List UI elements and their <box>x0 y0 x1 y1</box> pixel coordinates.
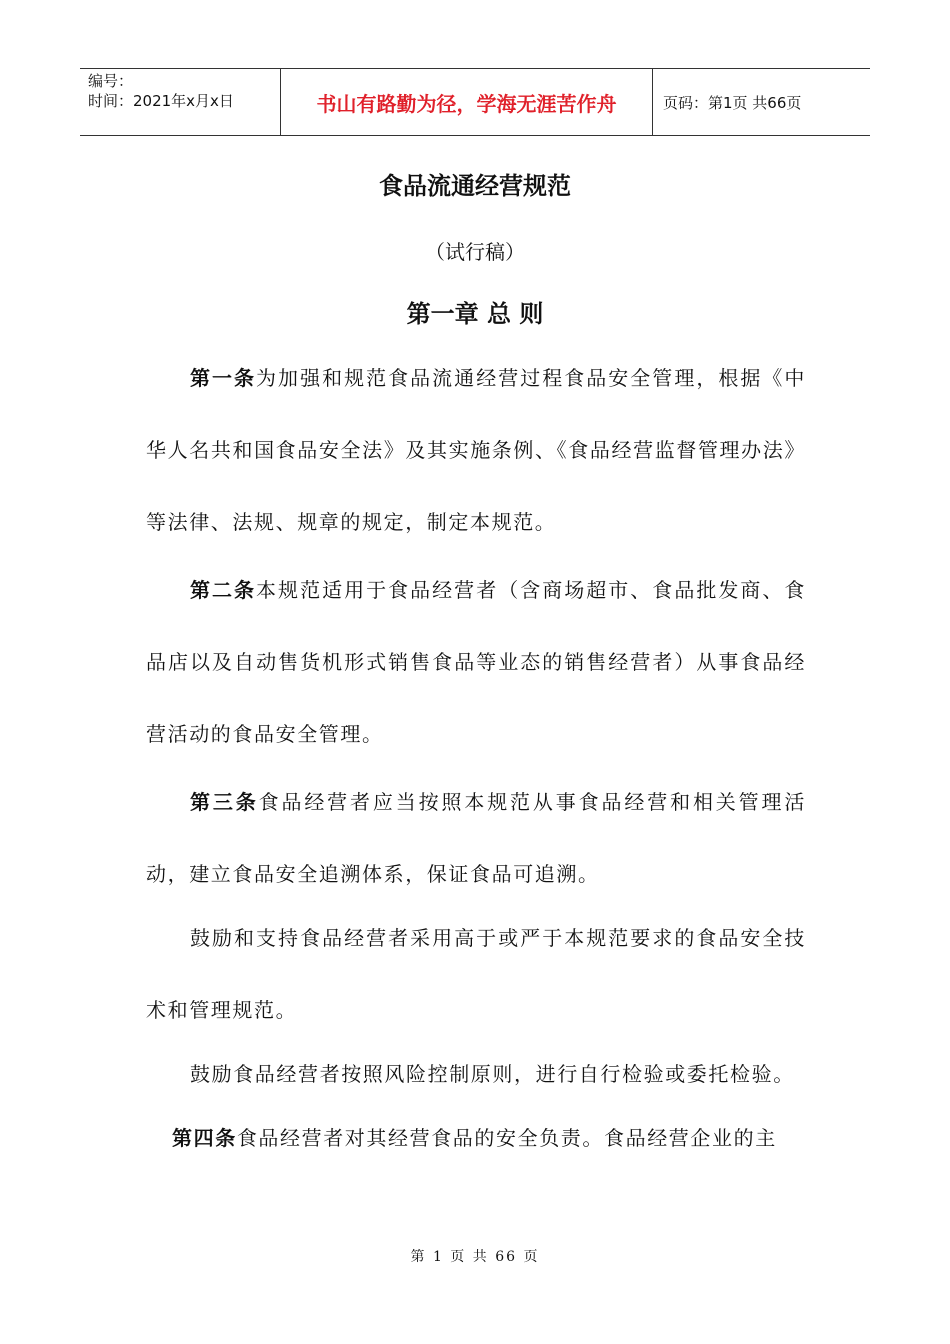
article-text: 本规范适用于食品经营者（含商场超市、食品批发商、食品店以及自动售货机形式销售食品等业态的销售经营者）从事食品经营活动的食品安全管理。 <box>146 578 806 746</box>
serial-label: 编号： <box>88 72 134 90</box>
paragraph-encourage-standards <box>146 902 806 1046</box>
header-page-info <box>653 69 870 135</box>
article-label: 第一条 <box>190 366 257 390</box>
paragraph-text: 鼓励食品经营者按照风险控制原则，进行自行检验或委托检验。 <box>190 1062 795 1086</box>
chapter-title: 第一章 总 则 <box>406 299 544 328</box>
article-label: 第四条 <box>172 1126 237 1150</box>
date-label: 时间：2021年x月x日 <box>88 92 234 110</box>
paragraph-text: 鼓励和支持食品经营者采用高于或严于本规范要求的食品安全技术和管理规范。 <box>146 926 806 1022</box>
motto-text: 书山有路勤为径，学海无涯苦作舟 <box>316 91 617 116</box>
page-footer: 第 1 页 共 66 页 <box>410 1249 540 1265</box>
page-label: 页码：第1页 共66页 <box>663 93 802 112</box>
paragraph-encourage-testing <box>146 1038 806 1110</box>
page-header <box>80 68 870 136</box>
article-1 <box>146 342 806 558</box>
header-motto <box>280 69 653 135</box>
document-title: 食品流通经营规范 <box>379 171 571 200</box>
article-3 <box>146 766 806 910</box>
article-text: 食品经营者对其经营食品的安全负责。食品经营企业的主 <box>236 1126 777 1150</box>
article-2 <box>146 554 806 770</box>
article-text: 为加强和规范食品流通经营过程食品安全管理，根据《中华人名共和国食品安全法》及其实施条例、《食品经营监督管理办法》等法律、法规、规章的规定，制定本规范。 <box>146 366 806 534</box>
article-label: 第二条 <box>190 578 257 602</box>
document-subtitle: （试行稿） <box>425 240 525 264</box>
article-label: 第三条 <box>190 790 259 814</box>
article-4 <box>172 1102 832 1174</box>
header-meta <box>80 69 280 135</box>
article-text: 食品经营者应当按照本规范从事食品经营和相关管理活动，建立食品安全追溯体系，保证食品可追溯。 <box>146 790 806 886</box>
